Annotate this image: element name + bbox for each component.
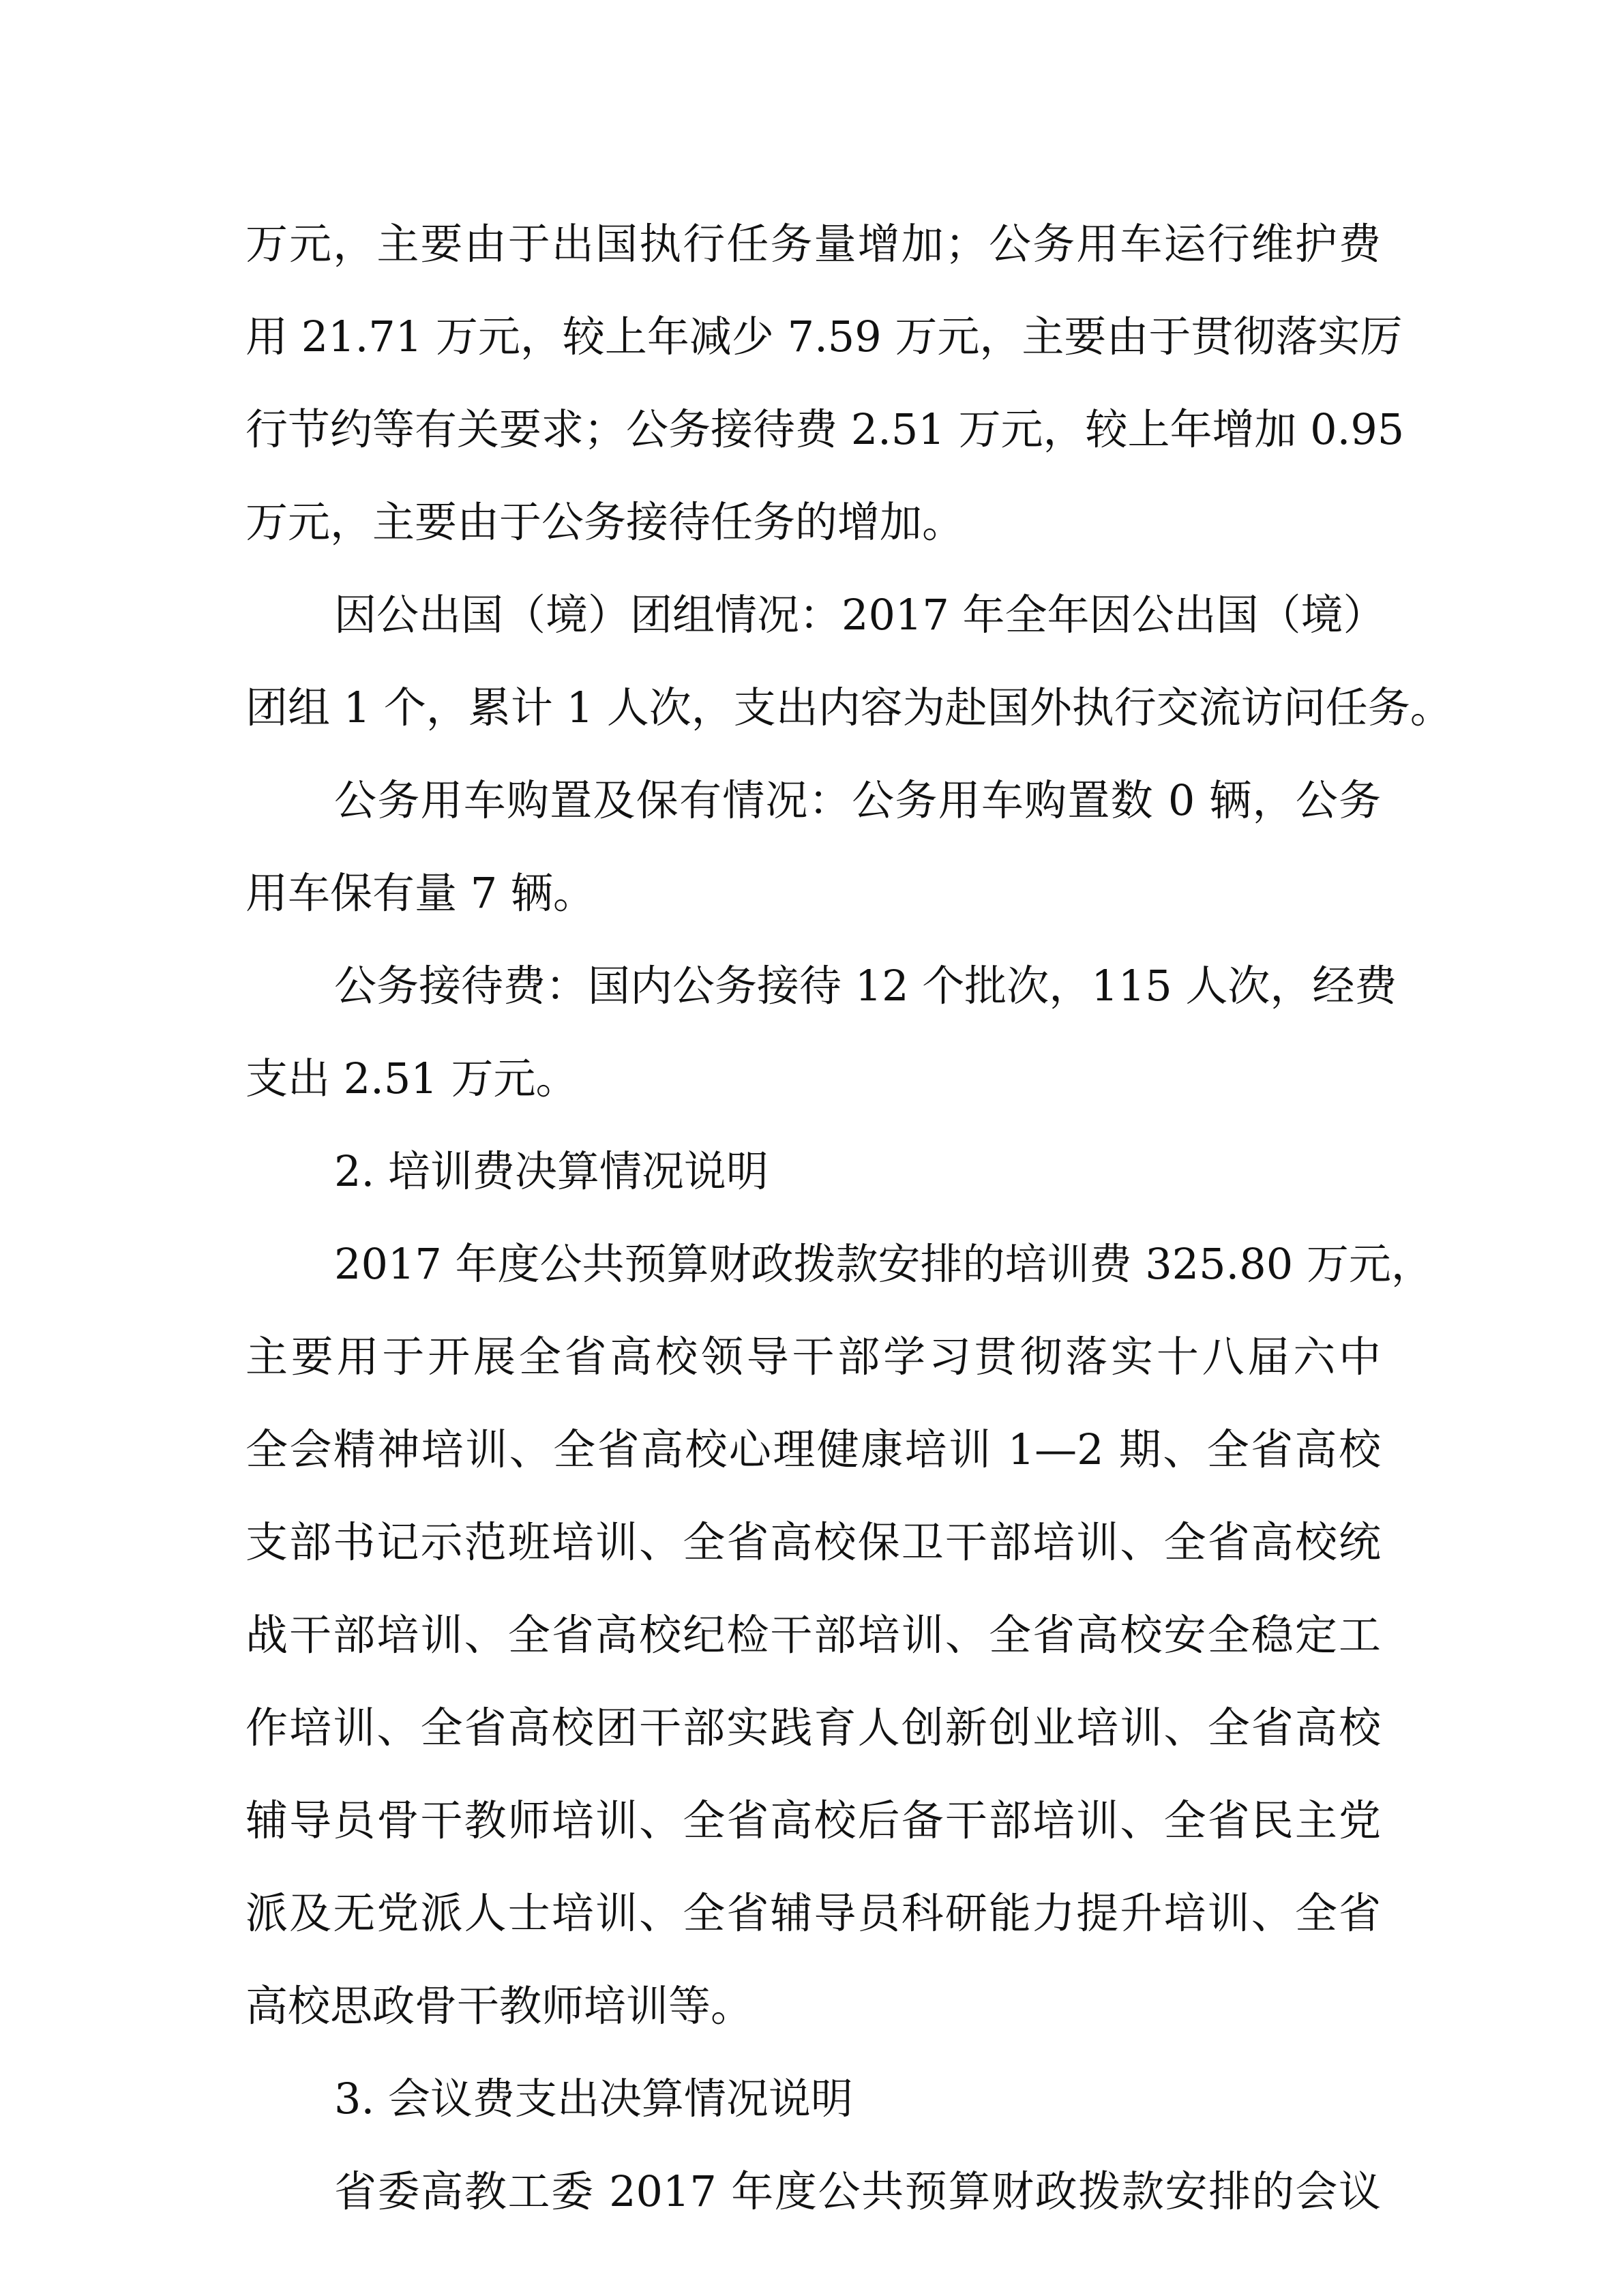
document-body [245, 198, 1453, 2238]
paragraph-line: 战干部培训、全省高校纪检干部培训、全省高校安全稳定工 [245, 1610, 1381, 1660]
paragraph-line: 全会精神培训、全省高校心理健康培训 1—2 期、全省高校 [245, 1425, 1381, 1474]
paragraph-line: 万元，主要由于出国执行任务量增加；公务用车运行维护费 [245, 219, 1381, 269]
paragraph-line: 因公出国（境）团组情况：2017 年全年因公出国（境） [334, 590, 1386, 640]
section-heading: 3. 会议费支出决算情况说明 [334, 2074, 853, 2123]
paragraph-line: 用车保有量 7 辆。 [245, 868, 595, 918]
paragraph-line: 支部书记示范班培训、全省高校保卫干部培训、全省高校统 [245, 1517, 1381, 1567]
paragraph-line: 公务接待费：国内公务接待 12 个批次，115 人次，经费 [334, 961, 1397, 1011]
paragraph-line: 作培训、全省高校团干部实践育人创新创业培训、全省高校 [245, 1703, 1381, 1753]
section-heading: 2. 培训费决算情况说明 [334, 1146, 769, 1196]
paragraph-line: 团组 1 个，累计 1 人次，支出内容为赴国外执行交流访问任务。 [245, 683, 1453, 732]
paragraph-line: 公务用车购置及保有情况：公务用车购置数 0 辆，公务 [334, 775, 1381, 825]
paragraph-line: 万元，主要由于公务接待任务的增加。 [245, 497, 965, 547]
paragraph-line: 省委高教工委 2017 年度公共预算财政拨款安排的会议 [334, 2166, 1381, 2216]
paragraph-line: 辅导员骨干教师培训、全省高校后备干部培训、全省民主党 [245, 1795, 1381, 1845]
paragraph-line: 支出 2.51 万元。 [245, 1054, 578, 1103]
paragraph-line: 2017 年度公共预算财政拨款安排的培训费 325.80 万元， [334, 1239, 1433, 1289]
paragraph-line: 主要用于开展全省高校领导干部学习贯彻落实十八届六中 [245, 1332, 1381, 1382]
paragraph-line: 派及无党派人士培训、全省辅导员科研能力提升培训、全省 [245, 1888, 1381, 1938]
paragraph-line: 用 21.71 万元，较上年减少 7.59 万元，主要由于贯彻落实厉 [245, 312, 1403, 361]
paragraph-line: 行节约等有关要求；公务接待费 2.51 万元，较上年增加 0.95 [245, 404, 1405, 454]
paragraph-line: 高校思政骨干教师培训等。 [245, 1981, 754, 2031]
